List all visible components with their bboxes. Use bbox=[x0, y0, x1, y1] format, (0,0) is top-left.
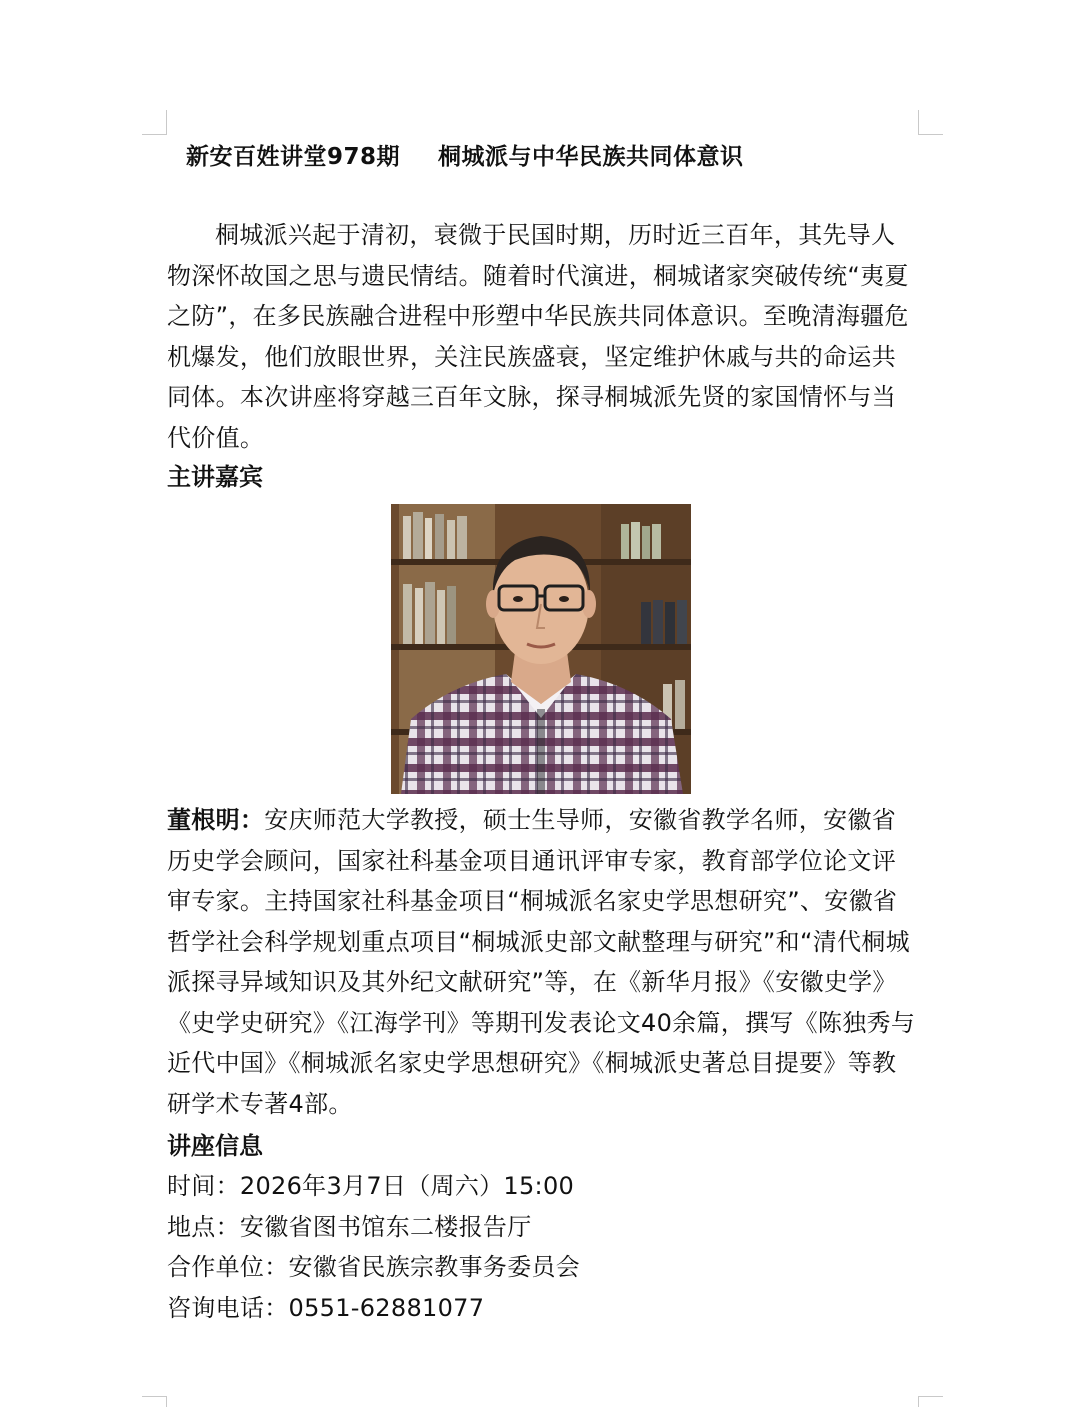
margin-corner-top-left bbox=[142, 110, 167, 135]
lecture-partner: 合作单位：安徽省民族宗教事务委员会 bbox=[167, 1253, 581, 1281]
margin-corner-top-right bbox=[918, 110, 943, 135]
speaker-photo bbox=[391, 504, 691, 794]
lecture-info-list bbox=[167, 1166, 580, 1328]
margin-corner-bottom-right bbox=[918, 1396, 943, 1407]
speaker-bio-text: 安庆师范大学教授，硕士生导师，安徽省教学名师，安徽省历史学会顾问，国家社科基金项目通讯评审专家，教育部学位论文评审专家。主持国家社科基金项目“桐城派名家史学思想研究”、安徽省哲学社会科学规划重点项目“桐城派史部文献整理与研究”和“清代桐城派探寻异域知识及其外纪文献研究”等，在《新华月报》《安徽史学》《史学史研究》《江海学刊》等期刊发表论文40余篇，撰写《陈独秀与近代中国》《桐城派名家史学思想研究》《桐城派史著总目提要》等教研学术专著4部。 bbox=[167, 806, 916, 1118]
guest-heading: 主讲嘉宾 bbox=[167, 463, 263, 491]
speaker-name: 董根明： bbox=[167, 806, 265, 834]
intro-paragraph bbox=[167, 215, 917, 458]
lecture-time: 时间：2026年3月7日（周六）15:00 bbox=[167, 1172, 575, 1200]
speaker-bio bbox=[167, 800, 917, 1124]
document-title bbox=[186, 138, 744, 171]
intro-text: 桐城派兴起于清初，衰微于民国时期，历时近三百年，其先导人物深怀故国之思与遗民情结。随着时代演进，桐城诸家突破传统“夷夏之防”，在多民族融合进程中形塑中华民族共同体意识。至晚清海疆危机爆发，他们放眼世界，关注民族盛衰，坚定维护休戚与共的命运共同体。本次讲座将穿越三百年文脉，探寻桐城派先贤的家国情怀与当代价值。 bbox=[167, 221, 909, 452]
margin-corner-bottom-left bbox=[142, 1396, 167, 1407]
lecture-info-heading: 讲座信息 bbox=[167, 1132, 263, 1160]
title-topic: 桐城派与中华民族共同体意识 bbox=[438, 144, 744, 170]
title-series: 新安百姓讲堂978期 bbox=[186, 144, 401, 170]
lecture-place: 地点：安徽省图书馆东二楼报告厅 bbox=[167, 1212, 532, 1241]
lecture-phone: 咨询电话：0551-62881077 bbox=[167, 1293, 485, 1322]
